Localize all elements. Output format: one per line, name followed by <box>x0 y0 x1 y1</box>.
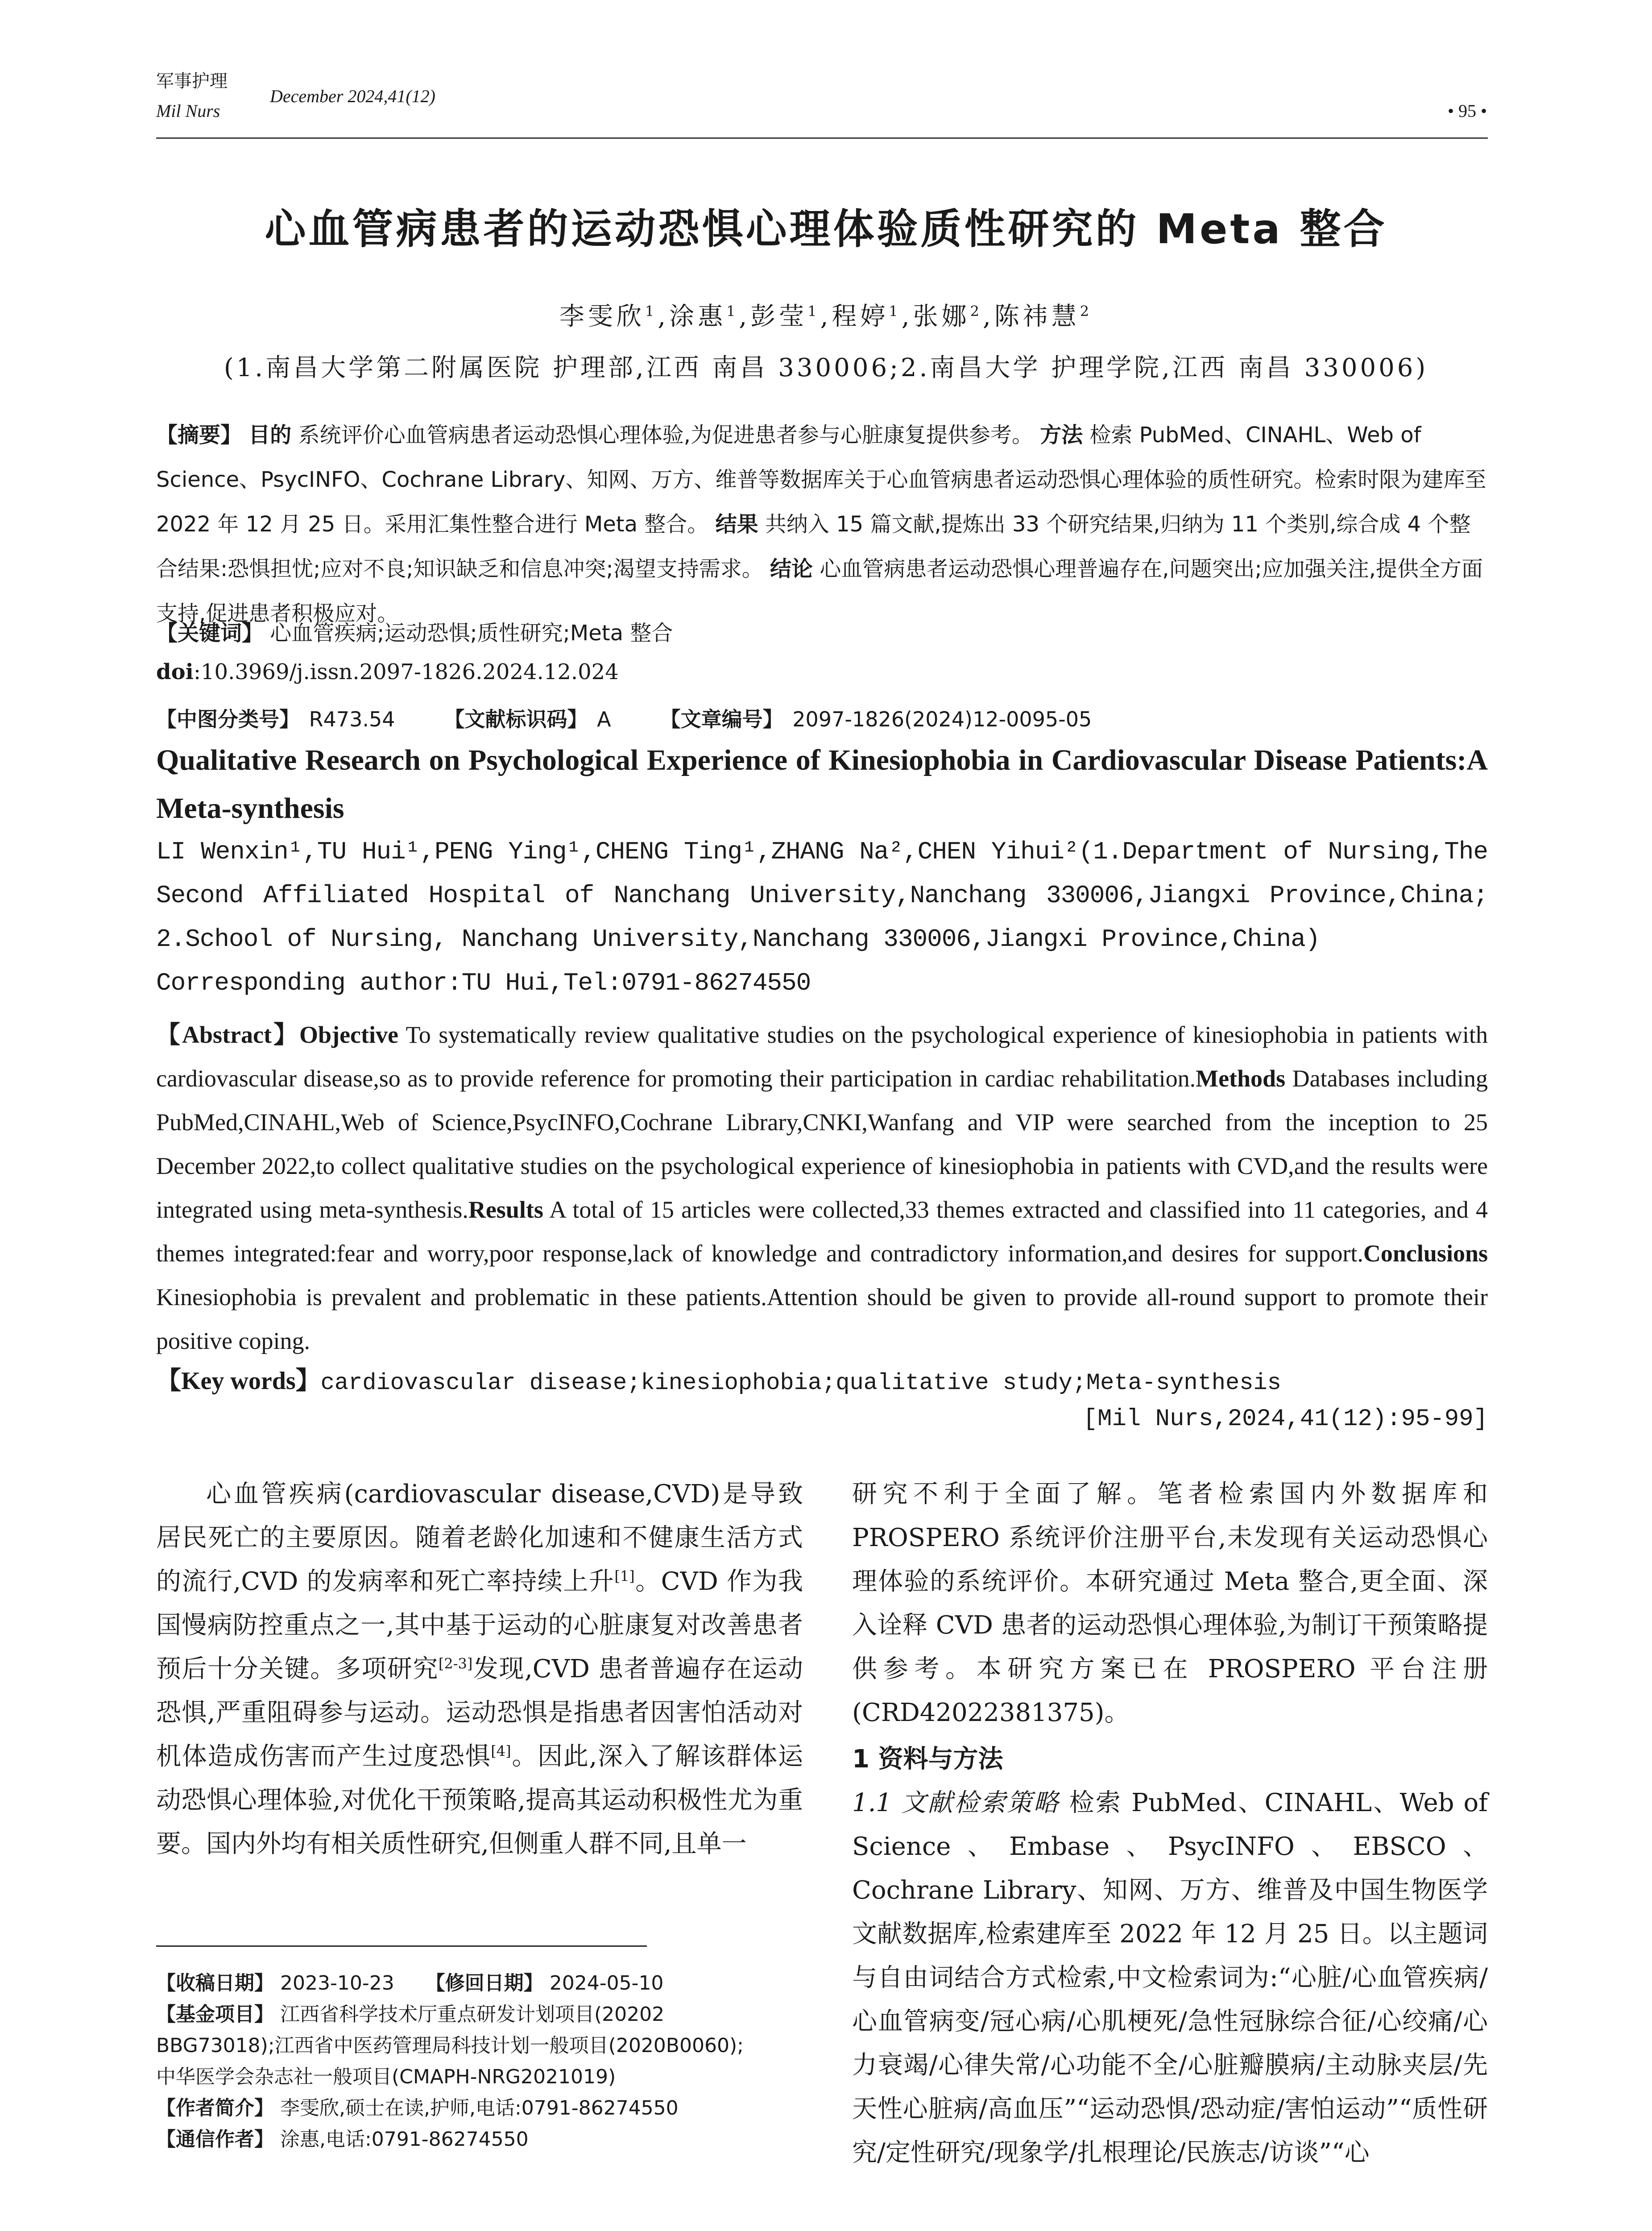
body-paragraph: 研究不利于全面了解。笔者检索国内外数据库和 PROSPERO 系统评价注册平台,未发现有关运动恐惧心理体验的系统评价。本研究通过 Meta 整合,更全面、深入诠释 CVD 患者的运动恐惧心理体验,为制订干预策略提供参考。本研究方案已在 PROSPERO 平台注册(CRD42022381375)。 <box>852 1480 1488 1727</box>
abstract-en-label: 【Abstract】 <box>156 1021 300 1048</box>
reference-mark[interactable]: [2-3] <box>438 1655 473 1672</box>
received-date: 2023-10-23 <box>280 1972 394 1995</box>
author-name: 陈祎慧 <box>994 302 1080 331</box>
body-text: 。因此,深入了解该群体运动恐惧心理体验,对优化干预策略,提高其运动积极性尤为重要。国内外均有相关质性研究,但侧重人群不同,且单一 <box>156 1742 803 1858</box>
reference-mark[interactable]: [1] <box>614 1568 635 1585</box>
author-list-cn: 李雯欣$^1$,涂惠$^1$,彭莹$^1$,程婷$^1$,张娜$^2$,陈祎慧$^2$ <box>559 302 1093 331</box>
body-column-right <box>852 1472 1488 2175</box>
author-affil-mark: 1 <box>889 303 902 320</box>
keywords-text: 心血管疾病;运动恐惧;质性研究;Meta 整合 <box>270 621 673 646</box>
doc-code-value: A <box>597 707 611 731</box>
keywords-en-label: 【Key words】 <box>156 1367 321 1395</box>
results-en-label: Results <box>468 1196 543 1223</box>
conclusions-en-label: Conclusions <box>1363 1240 1488 1267</box>
article-title-cn: 心血管病患者的运动恐惧心理体验质性研究的 Meta 整合 <box>265 205 1387 253</box>
keywords-en-text: cardiovascular disease;kinesiophobia;qualitative study;Meta-synthesis <box>320 1370 1281 1396</box>
author-name: 涂惠 <box>669 302 727 331</box>
author-affil-mark: 1 <box>807 303 820 320</box>
results-text: 共纳入 15 篇文献,提炼出 33 个研究结果,归纳为 11 个类别,综合成 4 个整合结果:恐惧担忧;应对不良;知识缺乏和信息冲突;渴望支持需求。 <box>156 512 1471 581</box>
author-affil-mark: 1 <box>726 303 739 320</box>
fund-text: 江西省科学技术厅重点研发计划项目(20202 <box>280 2003 665 2026</box>
abstract-cn <box>156 413 1488 636</box>
doi-line <box>156 659 619 684</box>
received-label: 【收稿日期】 <box>156 1972 274 1995</box>
reference-mark[interactable]: [4] <box>491 1742 511 1760</box>
corresponding-author-en: Corresponding author:TU Hui,Tel:0791-86274550 <box>156 969 811 997</box>
objective-en-text: To systematically review qualitative studies on the psychological experience of kinesiophobia in patients with cardiovascular disease,so as to provide reference for promoting their participation in cardiac rehabilitation. <box>156 1021 1488 1092</box>
issue-date: December 2024,41(12) <box>270 86 435 106</box>
footnote-rule <box>156 1945 647 1947</box>
keywords-label: 【关键词】 <box>156 621 264 646</box>
author-name: 程婷 <box>832 302 889 331</box>
article-title-en: Qualitative Research on Psychological Experience of Kinesiophobia in Cardiovascular Disease Patients:A Meta-synthesis <box>156 744 1488 825</box>
fund-text: BBG73018);江西省中医药管理局科技计划一般项目(2020B0060); <box>156 2034 744 2057</box>
fund-label: 【基金项目】 <box>156 2003 274 2026</box>
methods-label: 方法 <box>1040 423 1083 448</box>
author-name: 彭莹 <box>750 302 808 331</box>
doc-code-label: 【文献标识码】 <box>444 707 588 731</box>
article-number-value: 2097-1826(2024)12-0095-05 <box>792 707 1092 731</box>
classification-line <box>156 703 1092 733</box>
conclusion-label: 结论 <box>770 556 813 581</box>
header-rule <box>156 137 1488 139</box>
keywords-cn <box>156 616 673 647</box>
journal-name-en: Mil Nurs <box>156 101 220 121</box>
doi-value: :10.3969/j.issn.2097-1826.2024.12.024 <box>193 659 619 684</box>
citation-line: [Mil Nurs,2024,41(12):95-99] <box>1083 1406 1488 1433</box>
methods-text: 检索 PubMed、CINAHL、Web of Science、PsycINFO、Cochrane Library、知网、万方、维普等数据库关于心血管病患者运动恐惧心理体验的质性研究。检索时限为建库至 2022 年 12 月 25 日。采用汇集性整合进行 Meta 整合。 <box>156 423 1486 537</box>
clc-value: R473.54 <box>309 707 395 731</box>
methods-en-label: Methods <box>1196 1065 1286 1092</box>
corresponding-label: 【通信作者】 <box>156 2128 274 2151</box>
fund-text: 中华医学会杂志社一般项目(CMAPH-NRG2021019) <box>156 2065 616 2088</box>
author-affil-mark: 2 <box>1080 303 1093 320</box>
body-text: 心血管疾病(cardiovascular disease,CVD)是导致居民死亡的主要原因。随着老龄化加速和不健康生活方式的流行,CVD 的发病率和死亡率持续上升 <box>156 1480 803 1596</box>
conclusion-text: 心血管病患者运动恐惧心理普遍存在,问题突出;应加强关注,提供全方面支持,促进患者积极应对。 <box>156 556 1483 626</box>
body-text: 。CVD 作为我国慢病防控重点之一,其中基于运动的心脏康复对改善患者预后十分关键。多项研究 <box>156 1567 803 1684</box>
author-affil-mark: 1 <box>645 303 658 320</box>
objective-text: 系统评价心血管病患者运动恐惧心理体验,为促进患者参与心脏康复提供参考。 <box>298 423 1033 448</box>
body-column-left <box>156 1472 803 1866</box>
author-name: 张娜 <box>913 302 970 331</box>
page-number: • 95 • <box>1447 101 1487 121</box>
author-bio-label: 【作者简介】 <box>156 2097 274 2119</box>
results-en-text: A total of 15 articles were collected,33 themes extracted and classified into 11 categories, and 4 themes integrated:fear and worry,poor response,lack of knowledge and contradictory information,and desires for support. <box>156 1196 1488 1267</box>
abstract-en <box>156 1013 1488 1363</box>
subsection-heading: 1.1 文献检索策略 <box>852 1788 1060 1817</box>
body-paragraph <box>852 1781 1488 2175</box>
revised-date: 2024-05-10 <box>549 1972 664 1995</box>
author-affil-mark: 2 <box>970 303 983 320</box>
revised-label: 【修回日期】 <box>425 1972 543 1995</box>
corresponding-contact: 涂惠,电话:0791-86274550 <box>280 2128 529 2151</box>
objective-label: 目的 <box>248 423 292 448</box>
section-heading: 1 资料与方法 <box>852 1745 1003 1774</box>
abstract-label: 【摘要】 <box>156 423 242 448</box>
body-text: 发现,CVD 患者普遍存在运动恐惧,严重阻碍参与运动。运动恐惧是指患者因害怕活动对机体造成伤害而产生过度恐惧 <box>156 1655 803 1771</box>
footnote-block <box>156 1968 803 2155</box>
clc-label: 【中图分类号】 <box>156 707 300 731</box>
author-bio: 李雯欣,硕士在读,护师,电话:0791-86274550 <box>280 2097 679 2119</box>
authors-affiliations-en: LI Wenxin¹,TU Hui¹,PENG Ying¹,CHENG Ting¹,ZHANG Na²,CHEN Yihui²(1.Department of Nursing,The Second Affiliated Hospital of Nanchang University,Nanchang 330006,Jiangxi Province,China; 2.School of Nursing, Nanchang University,Nanchang 330006,Jiangxi Province,China) <box>156 838 1488 954</box>
keywords-en <box>156 1361 1281 1397</box>
author-block-en <box>156 830 1488 1005</box>
body-paragraph <box>156 1472 803 1866</box>
journal-name-cn: 军事护理 <box>156 71 228 91</box>
body-text: 检索 PubMed、CINAHL、Web of Science、Embase、PsycINFO、EBSCO、Cochrane Library、知网、万方、维普及中国生物医学文献数据库,检索建库至 2022 年 12 月 25 日。以主题词与自由词结合方式检索,中文检索词为:“心脏/心血管疾病/心血管病变/冠心病/心肌梗死/急性冠脉综合征/心绞痛/心力衰竭/心律失常/心功能不全/心脏瓣膜病/主动脉夹层/先天性心脏病/高血压”“运动恐惧/恐动症/害怕运动”“质性研究/定性研究/现象学/扎根理论/民族志/访谈”“心 <box>852 1788 1488 2167</box>
conclusions-en-text: Kinesiophobia is prevalent and problematic in these patients.Attention should be given to provide all-round support to promote their positive coping. <box>156 1284 1488 1354</box>
article-number-label: 【文章编号】 <box>660 707 783 731</box>
author-name: 李雯欣 <box>559 302 645 331</box>
results-label: 结果 <box>715 512 758 537</box>
affiliation-cn: (1.南昌大学第二附属医院 护理部,江西 南昌 330006;2.南昌大学 护理学院,江西 南昌 330006) <box>224 353 1428 382</box>
methods-en-text: Databases including PubMed,CINAHL,Web of Science,PsycINFO,Cochrane Library,CNKI,Wanfang and VIP were searched from the inception to 25 December 2022,to collect qualitative studies on the psychological experience of kinesiophobia in patients with CVD,and the results were integrated using meta-synthesis. <box>156 1065 1488 1223</box>
doi-label: doi <box>156 659 194 684</box>
objective-en-label: Objective <box>299 1021 398 1048</box>
